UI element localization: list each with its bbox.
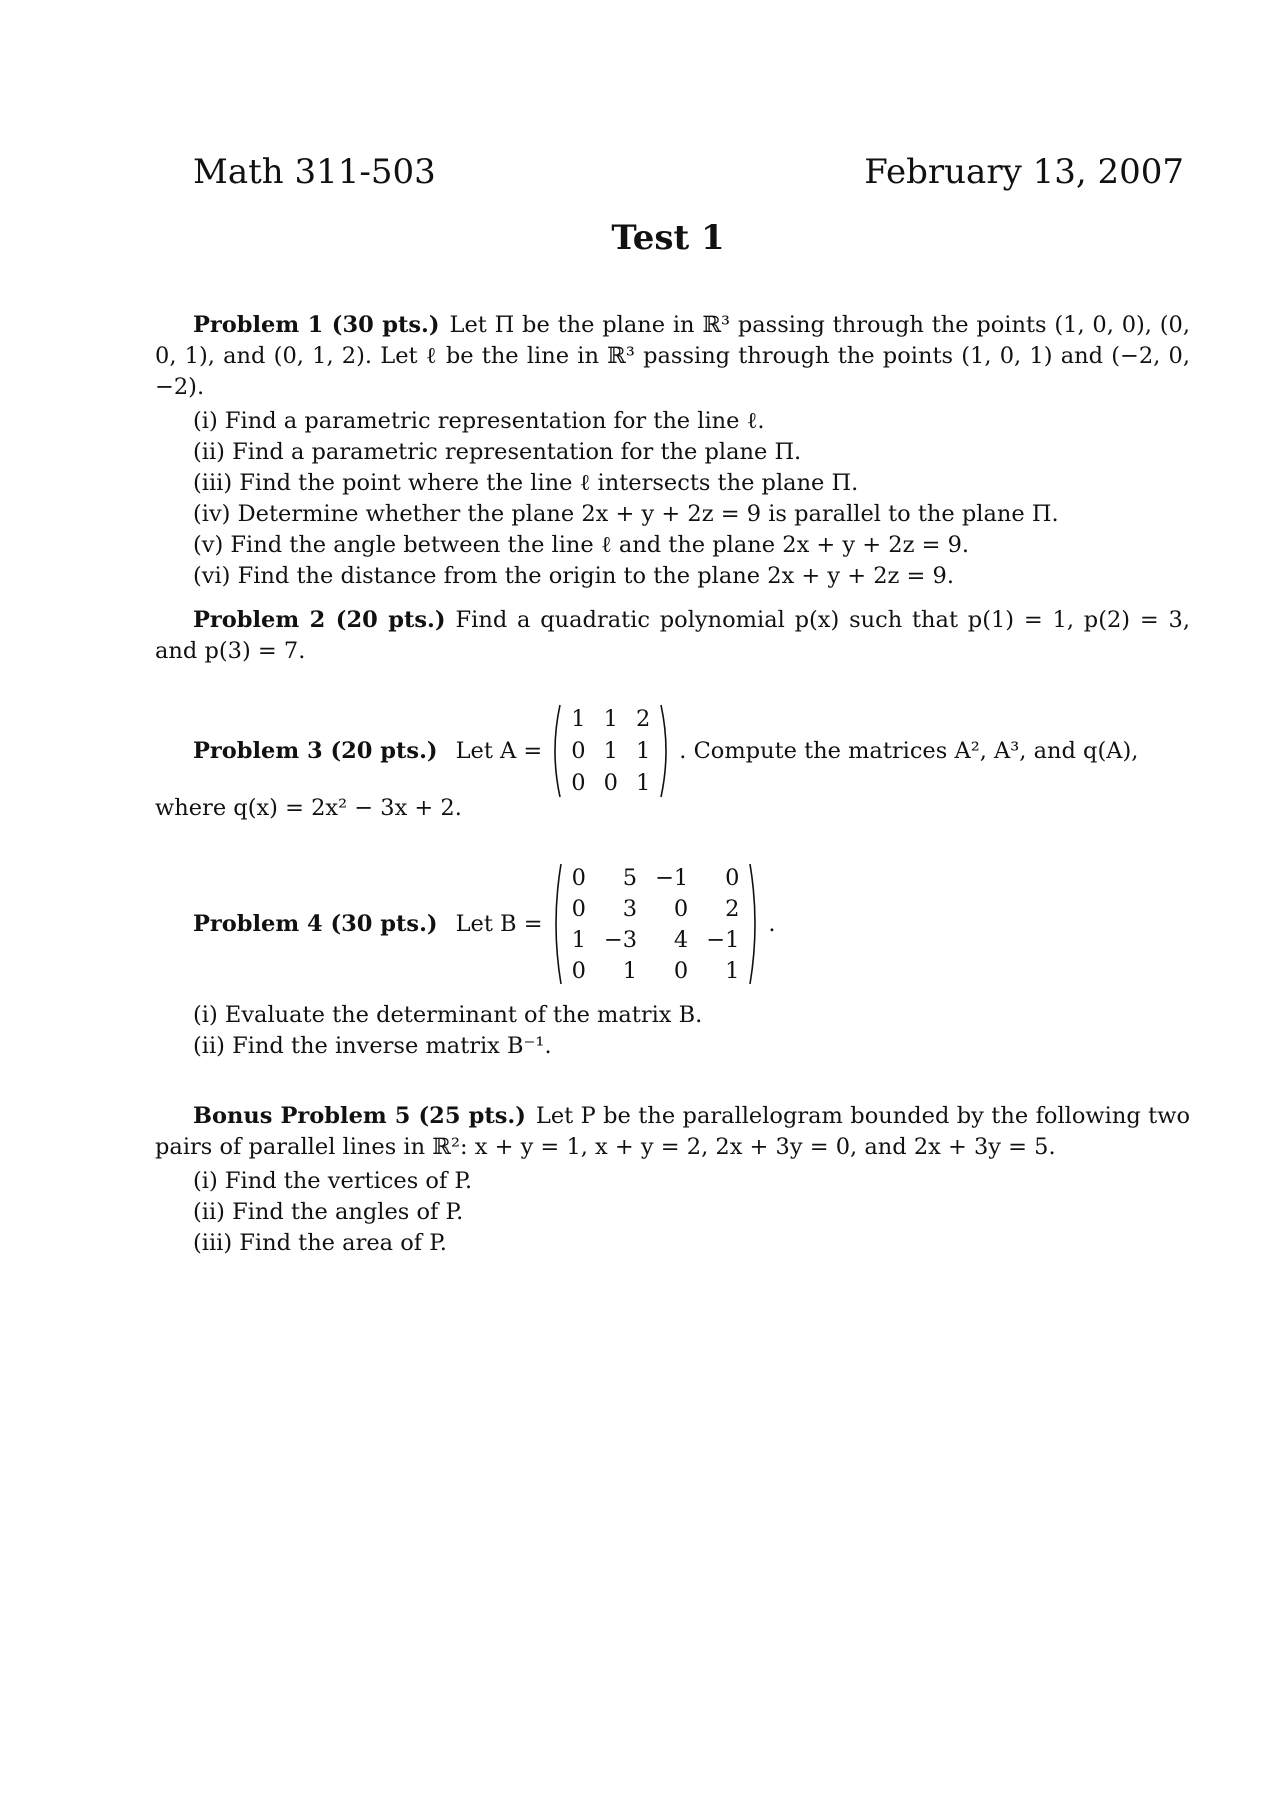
matrix-b-cell: 2 <box>725 895 740 922</box>
problem-4 <box>155 862 776 986</box>
matrix-a-cell: 1 <box>571 706 586 732</box>
matrix-b-cell: 0 <box>725 864 740 891</box>
matrix-a-cell: 1 <box>603 738 618 764</box>
problem-1-part: (i) Find a parametric representation for the line ℓ. <box>193 408 765 434</box>
problem-4-part: (ii) Find the inverse matrix B⁻¹. <box>193 1033 552 1059</box>
matrix-a-cell: 1 <box>603 706 618 732</box>
problem-3-trail: . Compute the matrices A², A³, and q(A), <box>679 737 1139 764</box>
matrix-b-cell: 5 <box>622 864 638 891</box>
problem-4-lead: Let B = <box>455 910 543 937</box>
problem-5-text: Let P be the parallelogram bounded by the following two pairs of parallel lines in ℝ²: x + y = 1, x + y = 2, 2x + 3y = 0, and 2x + 3y = 5. <box>155 1103 1190 1160</box>
problem-4-trail: . <box>768 910 776 937</box>
problem-5-part: (ii) Find the angles of P. <box>193 1199 464 1225</box>
problem-1-part: (iv) Determine whether the plane 2x + y + 2z = 9 is parallel to the plane Π. <box>193 501 1059 527</box>
problem-5-part: (iii) Find the area of P. <box>193 1230 447 1256</box>
problem-3-lead: Let A = <box>455 737 543 764</box>
matrix-a-cell: 0 <box>603 770 618 796</box>
problem-4-part: (i) Evaluate the determinant of the matrix B. <box>193 1002 703 1028</box>
matrix-b-cell: 1 <box>622 957 638 984</box>
problem-2-text: Find a quadratic polynomial p(x) such that p(1) = 1, p(2) = 3, and p(3) = 7. <box>155 607 1190 664</box>
problem-1-part: (iii) Find the point where the line ℓ intersects the plane Π. <box>193 470 859 496</box>
matrix-b-cell: 0 <box>571 957 586 984</box>
matrix-b-cell: 0 <box>571 864 586 891</box>
matrix-b-cell: −3 <box>603 926 638 953</box>
problem-1-part: (v) Find the angle between the line ℓ and the plane 2x + y + 2z = 9. <box>193 532 970 558</box>
matrix-b-cell: −1 <box>655 864 689 891</box>
problem-1-heading: Problem 1 (30 pts.) <box>193 312 440 338</box>
matrix-b <box>549 862 763 986</box>
problem-5-heading: Bonus Problem 5 (25 pts.) <box>193 1103 526 1129</box>
problem-1 <box>155 310 1190 592</box>
matrix-b-cell: 0 <box>571 895 586 922</box>
problem-5-part: (i) Find the vertices of P. <box>193 1168 473 1194</box>
problem-5-parts <box>193 1166 1190 1259</box>
problem-1-part: (vi) Find the distance from the origin to the plane 2x + y + 2z = 9. <box>193 563 955 589</box>
matrix-a-cell: 1 <box>635 738 651 764</box>
problem-4-parts <box>193 1000 702 1062</box>
problem-2 <box>155 605 1190 667</box>
problem-5 <box>155 1101 1190 1259</box>
matrix-a-cell: 1 <box>635 770 651 796</box>
problem-2-statement <box>155 605 1190 667</box>
matrix-a-cell: 2 <box>635 706 651 732</box>
matrix-b-cell: 1 <box>571 926 586 953</box>
problem-3-definition: where q(x) = 2x² − 3x + 2. <box>155 795 462 821</box>
matrix-a-cell: 0 <box>571 738 586 764</box>
problem-3 <box>155 703 1138 799</box>
exam-date: February 13, 2007 <box>864 152 1184 192</box>
matrix-b-cell: 3 <box>622 895 638 922</box>
problem-1-text: Let Π be the plane in ℝ³ passing through the points (1, 0, 0), (0, 0, 1), and (0, 1, 2). Let ℓ be the line in ℝ³ passing through the points (1, 0, 1) and (−2, 0, −2). <box>155 312 1190 400</box>
course-code: Math 311-503 <box>193 152 436 192</box>
matrix-b-cell: 0 <box>673 957 689 984</box>
matrix-a-cell: 0 <box>571 770 586 796</box>
matrix-b-cell: 0 <box>673 895 689 922</box>
matrix-b-cell: −1 <box>706 926 740 953</box>
problem-1-parts <box>193 406 1190 592</box>
problem-3-heading: Problem 3 (20 pts.) <box>193 737 438 764</box>
problem-2-heading: Problem 2 (20 pts.) <box>193 607 446 633</box>
matrix-a <box>548 703 673 799</box>
problem-5-statement <box>155 1101 1190 1163</box>
matrix-b-cell: 4 <box>673 926 689 953</box>
matrix-b-cell: 1 <box>725 957 740 984</box>
page-title: Test 1 <box>611 218 725 258</box>
problem-1-statement <box>155 310 1190 403</box>
problem-1-part: (ii) Find a parametric representation for the plane Π. <box>193 439 802 465</box>
problem-4-heading: Problem 4 (30 pts.) <box>193 910 438 937</box>
